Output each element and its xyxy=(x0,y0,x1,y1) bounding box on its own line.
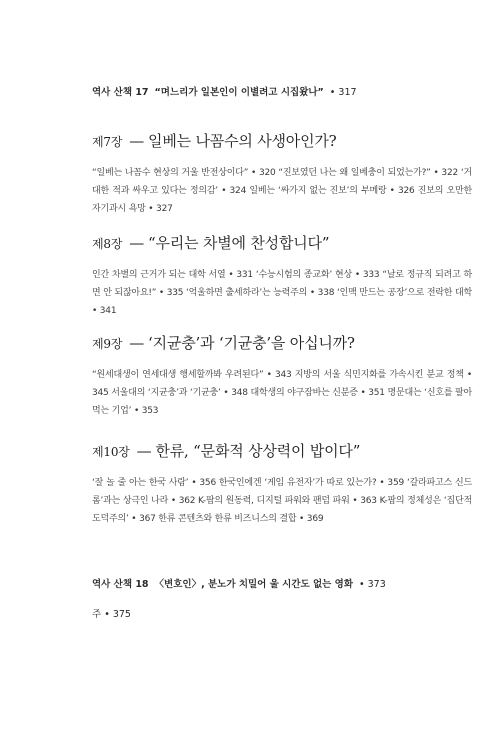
walk-label: 역사 산책 17 xyxy=(92,87,149,98)
chapter-number: 제8장 xyxy=(92,237,123,251)
notes-entry xyxy=(92,606,131,620)
chapter-number: 제7장 xyxy=(92,135,123,149)
chapter-number: 제10장 xyxy=(92,445,130,459)
chapter-7 xyxy=(92,130,472,218)
notes-page: • 375 xyxy=(104,609,131,620)
walk-title: 〈변호인〉, 분노가 치밀어 울 시간도 없는 영화 xyxy=(154,579,354,590)
chapter-sections: 인간 차별의 근거가 되는 대학 서열 • 331 ‘수능시험의 종교화’ 현상 • 333 “날로 정규직 되려고 하면 안 되잖아요!” • 335 ‘억울하면 출세하라’는 능력주의 • 338 ‘인맥 만드는 공장’으로 전락한 대학 • 341 xyxy=(92,270,472,316)
chapter-10 xyxy=(92,440,472,528)
chapter-dash: — xyxy=(136,442,152,460)
chapter-number: 제9장 xyxy=(92,337,123,351)
notes-label: 주 xyxy=(92,609,102,620)
chapter-dash: — xyxy=(129,234,145,252)
chapter-title-text: 일베는 나꼼수의 사생아인가? xyxy=(148,132,337,150)
walk-label: 역사 산책 18 xyxy=(92,579,149,590)
chapter-sections: ‘잘 놀 줄 아는 한국 사람’ • 356 한국인에겐 ‘게임 유전자’가 따로 있는가? • 359 ‘갈라파고스 신드롬’과는 상극인 나라 • 362 K-팝의 원동력, 디지털 파워와 팬덤 파워 • 363 K-팝의 정체성은 ‘집단적 도덕주의’ • 367 한류 콘텐츠와 한류 비즈니스의 결합 • 369 xyxy=(92,478,472,524)
chapter-title-text: 한류, “문화적 상상력이 밥이다” xyxy=(155,442,361,460)
history-walk-17 xyxy=(92,84,472,98)
chapter-title xyxy=(92,130,472,151)
chapter-dash: — xyxy=(129,132,145,150)
chapter-title-text: ‘지균충’과 ‘기균충’을 아십니까? xyxy=(148,334,355,352)
walk-page: • 317 xyxy=(329,87,357,98)
chapter-8 xyxy=(92,232,472,320)
chapter-title xyxy=(92,440,472,461)
chapter-dash: — xyxy=(129,334,145,352)
chapter-sections: “일베는 나꼼수 현상의 거울 반전상이다” • 320 “진보였던 나는 왜 일베충이 되었는가?” • 322 ‘거대한 적과 싸우고 있다는 정의감’ • 324 일베는 ‘싸가지 없는 진보’의 부메랑 • 326 진보의 오만한 자기과시 욕망 • 327 xyxy=(92,168,472,214)
chapter-title xyxy=(92,232,472,253)
chapter-title xyxy=(92,332,472,353)
chapter-sections: “원세대생이 연세대생 행세할까봐 우려된다” • 343 지방의 서울 식민지화를 가속시킨 분교 정책 • 345 서울대의 ‘지균충’과 ‘기균충’ • 348 대학생의 야구잠바는 신분증 • 351 명문대는 ‘신호를 팔아먹는 기업’ • 353 xyxy=(92,370,472,416)
chapter-title-text: “우리는 차별에 찬성합니다” xyxy=(148,234,330,252)
walk-page: • 373 xyxy=(359,579,386,590)
history-walk-18 xyxy=(92,576,472,590)
walk-title: “며느리가 일본인이 이별려고 시집왔나” xyxy=(154,87,324,98)
chapter-9 xyxy=(92,332,472,420)
